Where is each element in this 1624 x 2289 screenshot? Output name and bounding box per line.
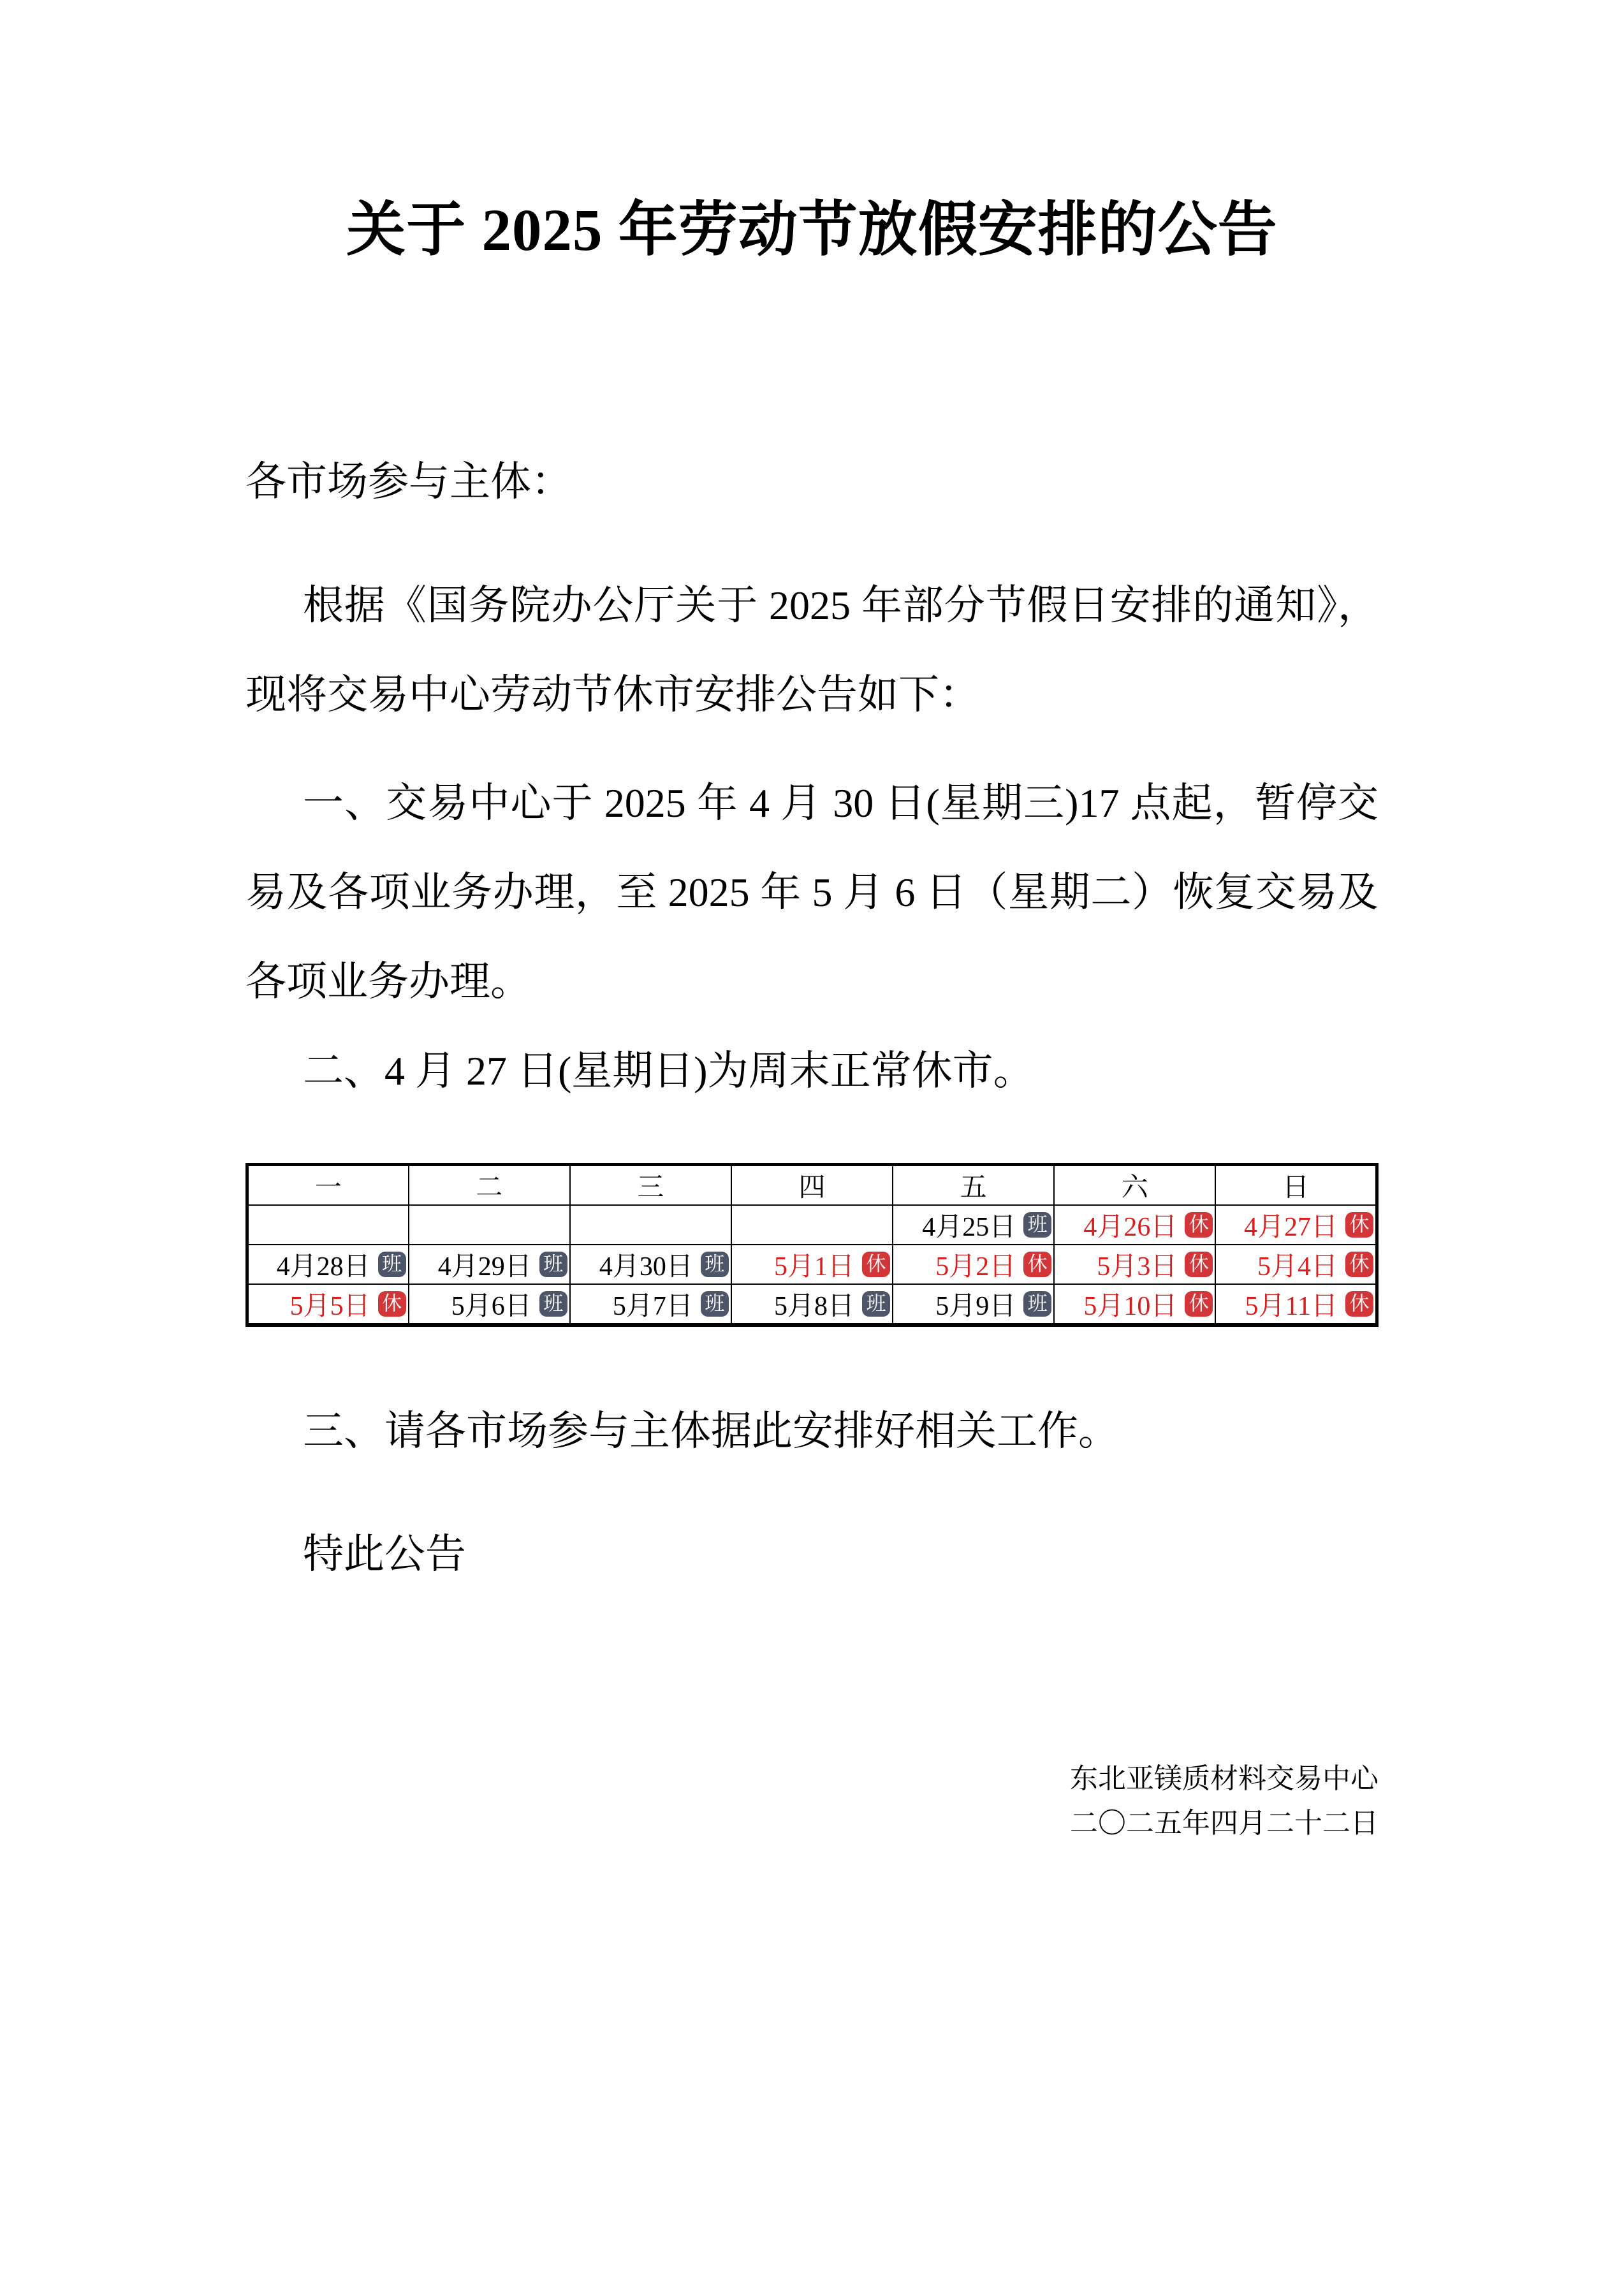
signature-block (245, 1757, 1379, 1846)
calendar-cell-content (571, 1285, 731, 1323)
work-day-badge: 班 (1023, 1291, 1051, 1317)
weekday-header-cell: 一 (247, 1164, 409, 1205)
calendar-day-cell (570, 1284, 731, 1325)
calendar-cell-content (893, 1285, 1053, 1323)
rest-day-badge: 休 (1023, 1252, 1051, 1277)
weekday-header-cell: 日 (1215, 1164, 1377, 1205)
calendar-day-cell (409, 1284, 570, 1325)
rest-day-badge: 休 (1185, 1212, 1213, 1238)
calendar-cell-content (1055, 1206, 1215, 1244)
calendar-cell-content (893, 1206, 1053, 1244)
calendar-empty-cell (409, 1205, 570, 1245)
rest-day-badge: 休 (378, 1291, 406, 1317)
calendar-cell-content (249, 1285, 408, 1323)
calendar-date-label: 5月6日 (451, 1291, 532, 1321)
weekday-header-cell: 六 (1054, 1164, 1215, 1205)
calendar-empty-cell (570, 1205, 731, 1245)
rest-day-badge: 休 (1345, 1212, 1373, 1238)
calendar-cell-content (893, 1245, 1053, 1283)
calendar-date-label: 5月4日 (1257, 1252, 1338, 1282)
item2-paragraph: 二、4 月 27 日(星期日)为周末正常休市。 (303, 1048, 1034, 1093)
calendar-cell-content (732, 1285, 892, 1323)
calendar-date-label: 5月10日 (1083, 1291, 1178, 1321)
calendar-cell-content (1216, 1245, 1375, 1283)
calendar-day-cell (893, 1284, 1054, 1325)
calendar-cell-content (1216, 1206, 1375, 1244)
holiday-calendar-table (245, 1163, 1379, 1327)
work-day-badge: 班 (378, 1252, 406, 1277)
weekday-header-cell: 三 (570, 1164, 731, 1205)
calendar-day-cell (731, 1284, 893, 1325)
item3-paragraph: 三、请各市场参与主体据此安排好相关工作。 (303, 1408, 1119, 1454)
weekday-header-cell: 五 (893, 1164, 1054, 1205)
rest-day-badge: 休 (1345, 1291, 1373, 1317)
calendar-date-label: 5月1日 (774, 1252, 855, 1282)
calendar-day-cell (570, 1245, 731, 1284)
calendar-day-cell (1054, 1205, 1215, 1245)
work-day-badge: 班 (539, 1291, 567, 1317)
calendar-date-label: 5月7日 (612, 1291, 693, 1321)
calendar-day-cell (247, 1284, 409, 1325)
calendar-day-cell (893, 1245, 1054, 1284)
work-day-badge: 班 (701, 1252, 729, 1277)
signature-date: 二〇二五年四月二十二日 (1070, 1807, 1379, 1839)
calendar-cell-content (571, 1245, 731, 1283)
calendar-week-row (247, 1284, 1377, 1325)
calendar-date-label: 4月29日 (437, 1252, 532, 1282)
rest-day-badge: 休 (1345, 1252, 1373, 1277)
calendar-cell-content (249, 1245, 408, 1283)
calendar-day-cell (1054, 1284, 1215, 1325)
calendar-empty-cell (731, 1205, 893, 1245)
calendar-cell-content (1216, 1285, 1375, 1323)
work-day-badge: 班 (1023, 1212, 1051, 1238)
calendar-week-row (247, 1205, 1377, 1245)
calendar-day-cell (1215, 1284, 1377, 1325)
weekday-header-cell: 二 (409, 1164, 570, 1205)
closing-line: 特此公告 (303, 1531, 466, 1577)
calendar-date-label: 4月30日 (599, 1252, 693, 1282)
work-day-badge: 班 (701, 1291, 729, 1317)
calendar-day-cell (1215, 1245, 1377, 1284)
rest-day-badge: 休 (862, 1252, 890, 1277)
calendar-date-label: 5月2日 (935, 1252, 1016, 1282)
weekday-header-cell: 四 (731, 1164, 893, 1205)
calendar-empty-cell (247, 1205, 409, 1245)
work-day-badge: 班 (862, 1291, 890, 1317)
calendar-cell-content (1055, 1245, 1215, 1283)
calendar-date-label: 5月5日 (289, 1291, 370, 1321)
calendar-date-label: 5月3日 (1097, 1252, 1178, 1282)
calendar-date-label: 4月27日 (1243, 1212, 1338, 1242)
calendar-day-cell (893, 1205, 1054, 1245)
calendar-date-label: 5月8日 (774, 1291, 855, 1321)
calendar-day-cell (409, 1245, 570, 1284)
calendar-date-label: 4月28日 (276, 1252, 370, 1282)
calendar-day-cell (1054, 1245, 1215, 1284)
calendar-date-label: 5月11日 (1245, 1291, 1338, 1321)
calendar-cell-content (732, 1245, 892, 1283)
work-day-badge: 班 (539, 1252, 567, 1277)
greeting-line: 各市场参与主体： (245, 458, 572, 504)
calendar-cell-content (409, 1285, 569, 1323)
intro-paragraph: 根据《国务院办公厅关于 2025 年部分节假日安排的通知》，现将交易中心劳动节休市安排公告如下： (245, 582, 1379, 717)
calendar-day-cell (731, 1245, 893, 1284)
rest-day-badge: 休 (1185, 1252, 1213, 1277)
calendar-cell-content (409, 1245, 569, 1283)
calendar-week-row (247, 1245, 1377, 1284)
item1-paragraph: 一、交易中心于 2025 年 4 月 30 日(星期三)17 点起，暂停交易及各项业务办理，至 2025 年 5 月 6 日（星期二）恢复交易及各项业务办理。 (245, 780, 1379, 1004)
calendar-cell-content (1055, 1285, 1215, 1323)
calendar-date-label: 4月26日 (1083, 1212, 1178, 1242)
calendar-day-cell (1215, 1205, 1377, 1245)
page-title: 关于 2025 年劳动节放假安排的公告 (346, 198, 1278, 263)
signature-org: 东北亚镁质材料交易中心 (1070, 1762, 1379, 1794)
calendar-day-cell (247, 1245, 409, 1284)
calendar-date-label: 5月9日 (935, 1291, 1016, 1321)
weekday-header-row (247, 1164, 1377, 1205)
rest-day-badge: 休 (1185, 1291, 1213, 1317)
calendar-date-label: 4月25日 (922, 1212, 1016, 1242)
